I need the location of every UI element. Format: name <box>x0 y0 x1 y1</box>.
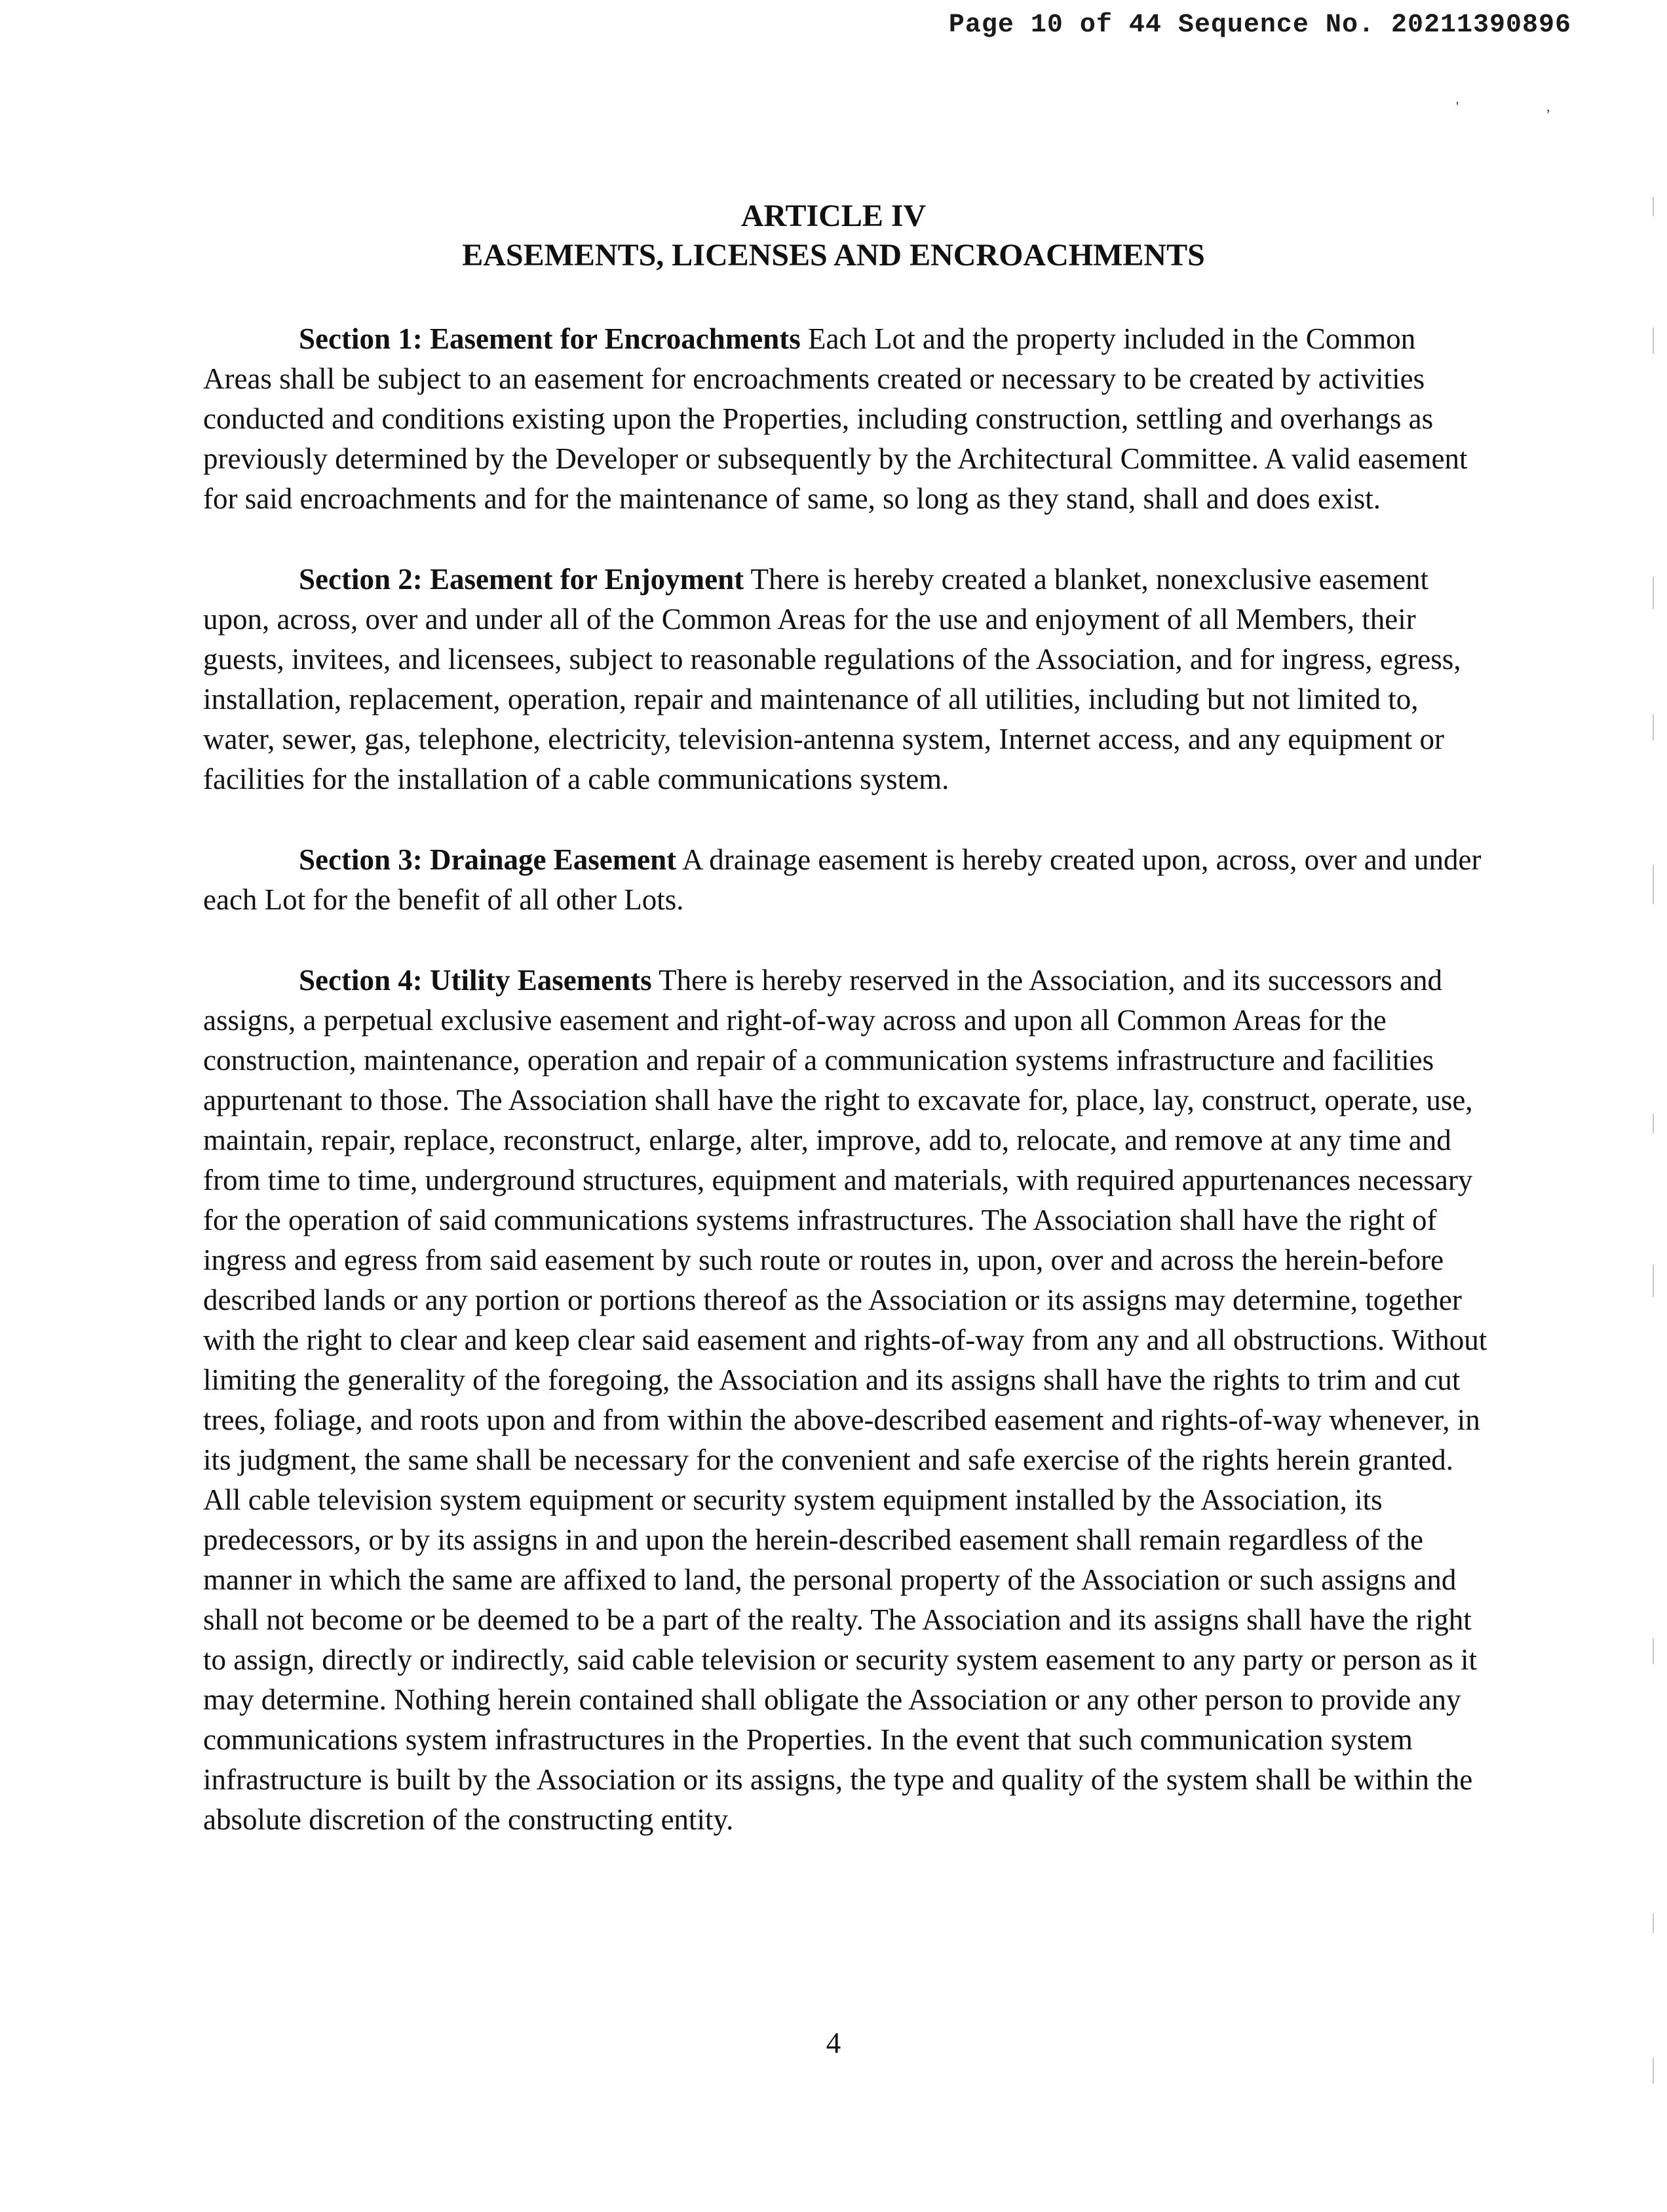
document-body <box>203 319 1487 1880</box>
section-1-heading: Section 1: Easement for Encroachments <box>299 322 801 355</box>
article-heading <box>0 197 1667 275</box>
page-number: 4 <box>826 2027 841 2059</box>
scan-edge-artifacts <box>1653 0 1655 2212</box>
article-title: EASEMENTS, LICENSES AND ENCROACHMENTS <box>462 238 1205 273</box>
section-3-text: A drainage easement is hereby created upon, across, over and under each Lot for the benefit of all other Lots. <box>203 843 1482 916</box>
article-number: ARTICLE IV <box>740 199 927 233</box>
section-4 <box>203 961 1487 1840</box>
section-1 <box>203 319 1487 519</box>
page-sequence-header: Page 10 of 44 Sequence No. 20211390896 <box>948 10 1571 40</box>
section-3 <box>203 840 1487 920</box>
section-2 <box>203 560 1487 799</box>
scan-speck-1: ' <box>1456 98 1459 115</box>
section-2-text: There is hereby created a blanket, nonexclusive easement upon, across, over and under all of the Common Areas for the use and enjoyment of all Members, their guests, invitees, and licensees, subject to reasonable regulations of the Association, and for ingress, egress, installation, replacement, operation, repair and maintenance of all utilities, including but not limited to, water, sewer, gas, telephone, electricity, television-antenna system, Internet access, and any equipment or facilities for the installation of a cable communications system. <box>203 563 1461 795</box>
section-4-heading: Section 4: Utility Easements <box>299 964 652 997</box>
section-4-text: There is hereby reserved in the Association, and its successors and assigns, a perpetual exclusive easement and right-of-way across and upon all Common Areas for the construction, maintenance, operation and repair of a communication systems infrastructure and facilities appurtenant to those. The Association shall have the right to excavate for, place, lay, construct, operate, use, maintain, repair, replace, reconstruct, enlarge, alter, improve, add to, relocate, and remove at any time and from time to time, underground structures, equipment and materials, with required appurtenances necessary for the operation of said communications systems infrastructures. The Association shall have the right of ingress and egress from said easement by such route or routes in, upon, over and across the herein-before described lands or any portion or portions thereof as the Association or its assigns may determine, together with the right to clear and keep clear said easement and rights-of-way from any and all obstructions. Without limiting the generality of the foregoing, the Association and its assigns shall have the rights to trim and cut trees, foliage, and roots upon and from within the above-described easement and rights-of-way whenever, in its judgment, the same shall be necessary for the convenient and safe exercise of the rights herein granted. All cable television system equipment or security system equipment installed by the Association, its predecessors, or by its assigns in and upon the herein-described easement shall remain regardless of the manner in which the same are affixed to land, the personal property of the Association or such assigns and shall not become or be deemed to be a part of the realty. The Association and its assigns shall have the right to assign, directly or indirectly, said cable television or security system easement to any party or person as it may determine. Nothing herein contained shall obligate the Association or any other person to provide any communications system infrastructures in the Properties. In the event that such communication system infrastructure is built by the Association or its assigns, the type and quality of the system shall be within the absolute discretion of the constructing entity. <box>203 964 1487 1836</box>
section-1-text: Each Lot and the property included in the Common Areas shall be subject to an easement for encroachments created or necessary to be created by activities conducted and conditions existing upon the Properties, including construction, settling and overhangs as previously determined by the Developer or subsequently by the Architectural Committee. A valid easement for said encroachments and for the maintenance of same, so long as they stand, shall and does exist. <box>203 322 1468 515</box>
section-2-heading: Section 2: Easement for Enjoyment <box>299 563 744 596</box>
section-3-heading: Section 3: Drainage Easement <box>299 843 677 876</box>
scan-speck-2: , <box>1546 98 1550 115</box>
